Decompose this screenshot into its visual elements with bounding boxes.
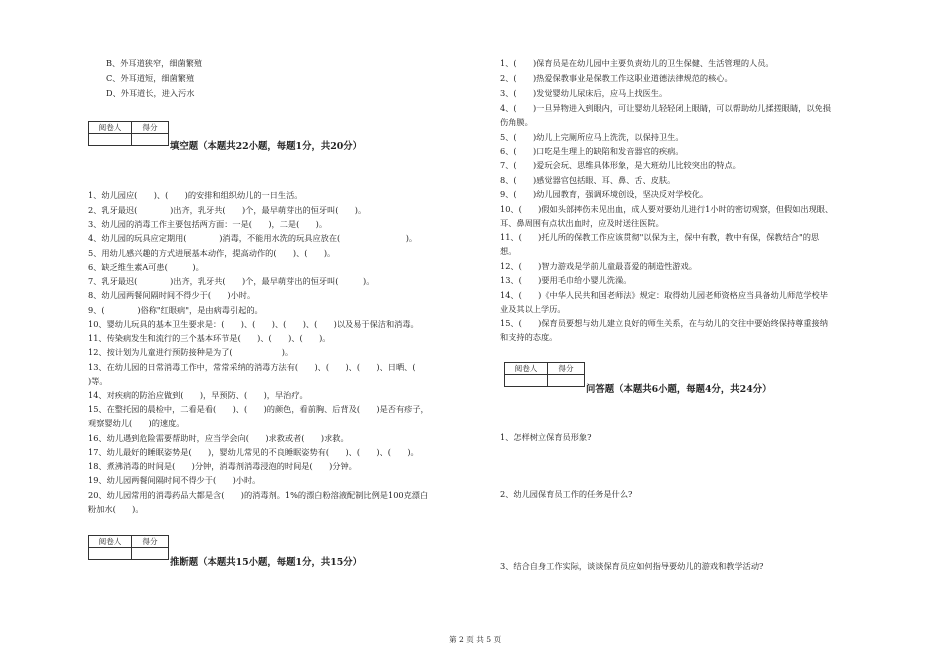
judge-item-11: 11、( )托儿所的保教工作应该贯彻"以保为主，保中有教，教中有保，保教结合"的思 — [500, 232, 820, 242]
fill-item-20: 20、幼儿园常用的消毒药品大都是含( )的消毒剂。1%的漂白粉溶液配制比例是100克漂白 — [88, 490, 429, 500]
option-d: D、外耳道长，进入污水 — [106, 88, 195, 98]
judge-item-1: 1、( )保育员是在幼儿园中主要负责幼儿的卫生保健、生活管理的人员。 — [500, 58, 774, 68]
judge-item-10: 10、( )假如头部摔伤未见出血，成人要对要幼儿进行1小时的密切观察，但假如出现眼、 — [500, 204, 834, 214]
fill-item-19: 19、幼儿园两餐间隔时间不得少于( )小时。 — [88, 475, 261, 485]
fill-item-8: 8、幼儿园两餐间隔时间不得少于( )小时。 — [88, 290, 256, 300]
fill-item-14: 14、对疾病的防治应做到( )，早预防、( )，早治疗。 — [88, 390, 308, 400]
score-label: 得分 — [132, 122, 169, 134]
fill-item-12: 12、按计划为儿童进行预防接种是为了( )。 — [88, 347, 294, 357]
grader-cell — [89, 548, 132, 560]
judge-item-3: 3、( )发觉婴幼儿尿床后，应马上找医生。 — [500, 88, 668, 98]
fill-item-13: 13、在幼儿园的日常消毒工作中，常常采纳的消毒方法有( )、( )、( )、日晒、( — [88, 362, 432, 372]
judge-item-14-cont: 业及其以上学历。 — [500, 304, 566, 314]
qa-item-3: 3、结合自身工作实际，谈谈保育员应如何指导要幼儿的游戏和教学活动? — [500, 561, 764, 571]
judge-section-title: 推断题（本题共15小题，每题1分，共15分） — [170, 557, 362, 568]
fill-item-15-cont: 观察婴幼儿( )的速度。 — [88, 418, 185, 428]
fill-item-7: 7、乳牙最迟( )出齐，乳牙共( )个，最早萌芽出的恒牙叫( )。 — [88, 276, 375, 286]
fill-item-5: 5、用幼儿感兴趣的方式进展基本动作，提高动作的( )、( )。 — [88, 248, 336, 258]
fill-item-6: 6、缺乏维生素A可患( )。 — [88, 262, 204, 272]
judge-item-13: 13、( )要用毛巾给小婴儿洗澡。 — [500, 275, 632, 285]
judge-item-14: 14、( )《中华人民共和国老师法》规定：取得幼儿园老师资格应当具备幼儿师范学校毕 — [500, 290, 828, 300]
grader-cell — [89, 134, 132, 146]
grader-cell — [505, 375, 548, 387]
fill-item-17: 17、幼儿最好的睡眠姿势是( )，婴幼儿常见的不良睡眠姿势有( )、( )、( )。 — [88, 447, 419, 457]
fill-item-10: 10、婴幼儿玩具的基本卫生要求是：( )、( )、( )、( )以及易于保洁和消毒。 — [88, 319, 419, 329]
fill-item-15: 15、在整托园的晨检中，二看是看( )、( )的颜色，看前胸、后背及( )是否有疹子， — [88, 404, 429, 414]
grader-label: 阅卷人 — [505, 363, 548, 375]
fill-item-4: 4、幼儿园的玩具应定期用( )消毒，不能用水洗的玩具应放在( )。 — [88, 233, 418, 243]
fill-item-1: 1、幼儿园应( )、( )的安排和组织幼儿的一日生活。 — [88, 190, 303, 200]
judge-item-15: 15、( )保育员要想与幼儿建立良好的师生关系，在与幼儿的交往中要始终保持尊重接纳 — [500, 318, 828, 328]
judge-item-15-cont: 和支持的态度。 — [500, 332, 558, 342]
score-cell — [132, 548, 169, 560]
fill-item-16: 16、幼儿遇到危险需要帮助时，应当学会向( )求救或者( )求救。 — [88, 433, 349, 443]
score-cell — [548, 375, 585, 387]
fill-item-13-cont: )等。 — [88, 376, 108, 386]
judge-item-8: 8、( )感觉器官包括眼、耳、鼻、舌、皮肤。 — [500, 175, 676, 185]
fill-item-11: 11、传染病发生和流行的三个基本环节是( )、( )、( )。 — [88, 333, 331, 343]
judge-score-box — [88, 535, 169, 560]
judge-item-7: 7、( )爱玩会玩、思维具体形象，是大班幼儿比较突出的特点。 — [500, 160, 741, 170]
judge-item-5: 5、( )幼儿上完厕所应马上洗洗，以保持卫生。 — [500, 132, 684, 142]
qa-item-2: 2、幼儿园保育员工作的任务是什么? — [500, 489, 633, 499]
qa-item-1: 1、怎样树立保育员形象? — [500, 432, 592, 442]
score-cell — [132, 134, 169, 146]
fill-item-2: 2、乳牙最迟( )出齐，乳牙共( )个，最早萌芽出的恒牙叫( )。 — [88, 205, 367, 215]
fill-section-title: 填空题（本题共22小题，每题1分，共20分） — [170, 141, 362, 152]
score-label: 得分 — [548, 363, 585, 375]
fill-item-3: 3、幼儿园的消毒工作主要包括两方面：一是( )，二是( )。 — [88, 219, 328, 229]
qa-score-box — [504, 362, 585, 387]
judge-item-2: 2、( )热爱保教事业是保教工作这职业道德法律规范的核心。 — [500, 73, 733, 83]
judge-item-10-cont: 耳、鼻周围有点状出血时，应及时送往医院。 — [500, 218, 664, 228]
option-b: B、外耳道狭窄，细菌繁殖 — [106, 58, 203, 68]
fill-item-18: 18、煮沸消毒的时间是( )分钟，消毒剂消毒浸泡的时间是( )分钟。 — [88, 461, 357, 471]
judge-item-6: 6、( )口吃是生理上的缺陷和发音器官的疾病。 — [500, 146, 684, 156]
fill-score-box — [88, 121, 169, 146]
judge-item-4-cont: 伤角膜。 — [500, 117, 533, 127]
judge-item-9: 9、( )幼儿园教育，强调环境创设，坚决反对学校化。 — [500, 189, 709, 199]
grader-label: 阅卷人 — [89, 536, 132, 548]
qa-section-title: 问答题（本题共6小题，每题4分，共24分） — [586, 384, 772, 395]
judge-item-11-cont: 想。 — [500, 246, 517, 256]
page-number: 第 2 页 共 5 页 — [448, 635, 502, 644]
score-label: 得分 — [132, 536, 169, 548]
judge-item-4: 4、( )一旦异物进入到眼内，可让婴幼儿轻轻闭上眼睛，可以帮助幼儿揉搓眼睛，以免损 — [500, 103, 831, 113]
fill-item-9: 9、( )俗称"红眼病"，是由病毒引起的。 — [88, 305, 263, 315]
option-c: C、外耳道短，细菌繁殖 — [106, 73, 195, 83]
fill-item-20-cont: 粉加水( )。 — [88, 504, 144, 514]
grader-label: 阅卷人 — [89, 122, 132, 134]
judge-item-12: 12、( )智力游戏是学前儿童最喜爱的制造性游戏。 — [500, 261, 697, 271]
